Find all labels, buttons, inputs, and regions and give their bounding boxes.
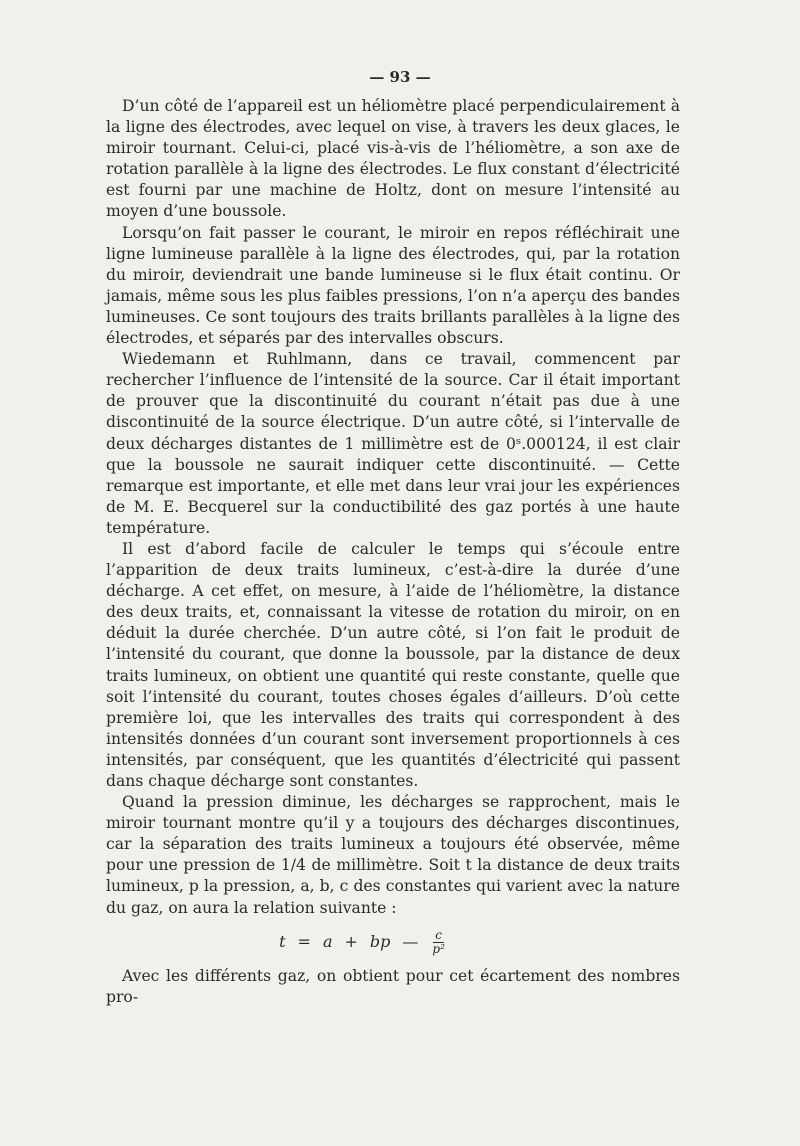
formula (106, 929, 680, 956)
formula-fraction (430, 929, 447, 956)
body-text (106, 96, 680, 1008)
paragraph: Lorsqu’on fait passer le courant, le miroir en repos réfléchirait une ligne lumineuse parallèle à la ligne des électrodes, qui, par la rotation du miroir, deviendrait une bande lumineuse si le flux était continu. Or jamais, même sous les plus faibles pressions, l’on n’a aperçu des bandes lumineuses. Ce sont toujours des traits brillants parallèles à la ligne des électrodes, et séparés par des intervalles obscurs. (106, 223, 680, 348)
fraction-denominator: p² (432, 941, 445, 956)
paragraph: Quand la pression diminue, les décharges se rapprochent, mais le miroir tournant montre qu’il y a toujours des décharges discontinues, car la séparation des traits lumineux a toujours été observée, même pour une pression de 1/4 de millimètre. Soit t la distance de deux traits lumineux, p la pression, a, b, c des constantes qui varient avec la nature du gaz, on aura la relation suivante : (106, 793, 680, 917)
fraction-numerator: c (435, 927, 442, 942)
formula-term-bp: bp (369, 932, 391, 952)
paragraph: Il est d’abord facile de calculer le temps qui s’écoule entre l’apparition de deux traits lumineux, c’est-à-dire la durée d’une décharge. A cet effet, on mesure, à l’aide de l’héliomètre, la distance des deux traits, et, connaissant la vitesse de rotation du miroir, on en déduit la durée cherchée. D’un autre côté, si l’on fait le produit de l’intensité du courant, que donne la boussole, par la distance de deux traits lumineux, on obtient une quantité qui reste constante, quelle que soit l’intensité du courant, toutes choses égales d’ailleurs. D’où cette première loi, que les intervalles des traits qui correspondent à des intensités données d’un courant sont inversement proportionnels à ces intensités, par conséquent, que les quantités d’électricité qui passent dans chaque décharge sont constantes. (106, 539, 680, 790)
page-number: — 93 — (369, 68, 431, 86)
paragraph: D’un côté de l’appareil est un héliomètre placé perpendiculairement à la ligne des électrodes, avec lequel on vise, à travers les deux glaces, le miroir tournant. Celui-ci, placé vis-à-vis de l’héliomètre, a son axe de rotation parallèle à la ligne des électrodes. Le flux constant d’électricité est fourni par une machine de Holtz, dont on mesure l’intensité au moyen d’une boussole. (106, 97, 680, 221)
formula-minus: — (402, 932, 419, 952)
formula-lhs: t (279, 932, 286, 952)
paragraph: Avec les différents gaz, on obtient pour cet écartement des nombres pro- (106, 966, 680, 1006)
paragraph: Wiedemann et Ruhlmann, dans ce travail, commencent par rechercher l’influence de l’intensité de la source. Car il était important de prouver que la discontinuité du courant n’était pas due à une discontinuité de la source électrique. D’un autre côté, si l’intervalle de deux décharges distantes de 1 millimètre est de 0ˢ.000124, il est clair que la boussole ne saurait indiquer cette discontinuité. — Cette remarque est importante, et elle met dans leur vrai jour les expériences de M. E. Becquerel sur la conductibilité des gaz portés à une haute température. (106, 350, 680, 537)
formula-term-a: a (322, 932, 333, 952)
formula-equals: = (297, 932, 311, 952)
formula-plus: + (344, 932, 358, 952)
